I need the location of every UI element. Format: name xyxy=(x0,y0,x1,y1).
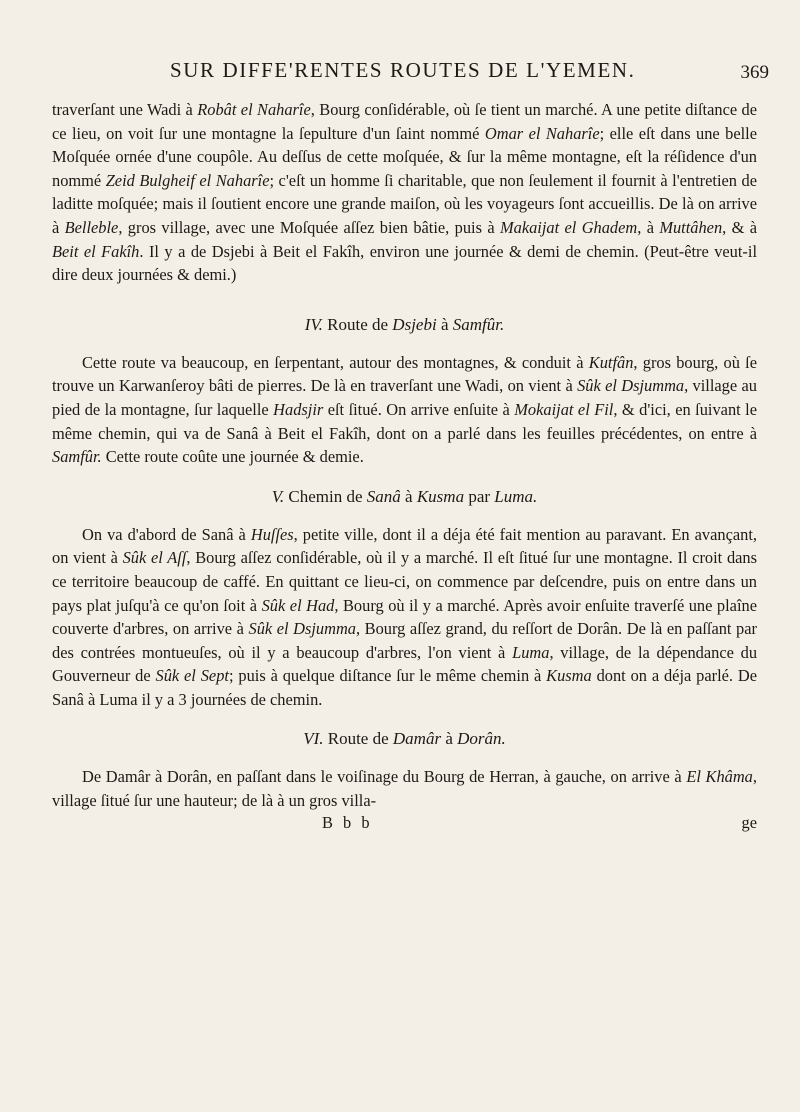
italic-text: V. xyxy=(271,486,285,506)
italic-text: Makaijat el Ghadem xyxy=(499,217,638,237)
italic-text: Beit el Fakîh xyxy=(52,241,140,261)
paragraph xyxy=(52,523,757,712)
catchword: ge xyxy=(741,812,757,832)
text-run: eſt ſitué. On arrive enſuite à xyxy=(323,399,515,419)
text-run: à xyxy=(441,729,458,749)
italic-text: Sûk el Had xyxy=(261,595,335,615)
text-run: , & à xyxy=(722,217,757,237)
running-title: SUR DIFFE'RENTES ROUTES DE L'YEMEN. xyxy=(170,58,636,82)
italic-text: IV. xyxy=(304,314,323,334)
text-run: traverſant une Wadi à xyxy=(52,100,198,119)
text-run: Cette route va beaucoup, en ſerpentant, autour des montagnes, & conduit à xyxy=(82,352,589,372)
text-run: Cette route coûte une journée & demie. xyxy=(101,447,364,467)
text-run: ; puis à quelque diſtance ſur le même chemin à xyxy=(228,666,547,686)
text-run: , à xyxy=(637,217,660,237)
text-run: par xyxy=(464,486,495,506)
paragraph xyxy=(52,98,757,287)
text-run: On va d'abord de Sanâ à xyxy=(82,524,251,544)
section-heading xyxy=(52,485,757,509)
text-run: , & d'ici, en ſuivant le même chemin, qui va de Sanâ à Beit el Fakîh, dont on a parlé dans les feuilles précédentes, on entre à xyxy=(52,399,758,443)
section-heading xyxy=(52,313,757,337)
page-header xyxy=(52,58,769,92)
text-run: , gros village, avec une Moſquée aſſez bien bâtie, puis à xyxy=(118,217,500,237)
signature-line xyxy=(52,813,757,837)
italic-text: Hadsjir xyxy=(273,399,324,419)
italic-text: Sûk el Sept xyxy=(155,666,229,686)
section-heading xyxy=(52,727,757,751)
italic-text: Luma. xyxy=(494,486,538,506)
italic-text: Huſſes xyxy=(250,524,294,544)
text-run: , Bourg aſſez grand, du reſſort de Dorân. De là en paſſant par des contrées montueuſes, où il y a beaucoup d'arbres, l'on vient à xyxy=(52,619,757,662)
italic-text: Luma xyxy=(512,642,550,662)
text-run: , gros bourg, où ſe trouve un Karwanſeroy bâti de pierres. De là en traverſant une Wadi, on vient à xyxy=(52,352,757,396)
italic-text: Dorân. xyxy=(457,729,506,749)
text-run: Route de xyxy=(322,314,393,334)
text-run: à xyxy=(400,486,417,506)
italic-text: Mokaijat el Fil xyxy=(514,399,614,419)
italic-text: Sûk el Dsjumma xyxy=(577,376,685,396)
signature-mark: B b b xyxy=(322,812,373,832)
text-run: Route de xyxy=(323,729,393,749)
italic-text: Dsjebi xyxy=(392,314,437,334)
text-run: , Bourg où il y a marché. Après avoir enſuite traverſé une plaîne couverte d'arbres, on arrive à xyxy=(52,595,757,639)
text-run: , Bourg aſſez conſidérable, où il y a marché. Il eſt ſitué ſur une montagne. Il croit dans ce territoire beaucoup de caffé. En quittant ce lieu-ci, on commence par deſcendre, puis on entre dans un pays plat juſqu'à ce qu'on ſoit à xyxy=(52,548,757,615)
paragraph xyxy=(52,351,757,469)
italic-text: Belleble xyxy=(64,217,119,237)
italic-text: Damâr xyxy=(392,729,442,749)
text-run: , petite ville, dont il a déja été fait mention au paravant. En avançant, on vient à xyxy=(52,524,757,568)
text-run: ; elle eſt dans une belle Moſquée ornée d'une coupôle. Au deſſus de cette moſquée, & ſur la même montagne, eſt la réſidence d'un nommé xyxy=(52,123,757,190)
page-body xyxy=(52,98,757,813)
italic-text: El Khâma xyxy=(686,767,753,787)
italic-text: Kusma xyxy=(546,666,592,686)
italic-text: Samfûr. xyxy=(52,447,102,467)
text-run: . Il y a de Dsjebi à Beit el Fakîh, environ une journée & demi de chemin. (Peut-être veut-il dire deux journées & demi.) xyxy=(52,241,758,285)
text-run: dont on a déja parlé. De Sanâ à Luma il y a 3 journées de chemin. xyxy=(52,666,757,709)
italic-text: Omar el Naharîe xyxy=(484,123,600,143)
italic-text: VI. xyxy=(303,729,324,749)
text-run: , village, de la dépendance du Gouverneur de xyxy=(52,642,758,686)
text-run: , Bourg conſidérable, où ſe tient un marché. A une petite diſtance de ce lieu, on voit ſur une montagne la ſepulture d'un ſaint nommé xyxy=(52,100,758,143)
italic-text: Sûk el Dsjumma xyxy=(248,619,356,639)
text-run: , village ſitué ſur une hauteur; de là à un gros villa- xyxy=(52,767,757,811)
italic-text: Samfûr. xyxy=(452,314,505,334)
italic-text: Kusma xyxy=(416,486,465,506)
italic-text: Kutfân xyxy=(588,352,634,372)
italic-text: Sûk el Aſſ xyxy=(122,548,187,568)
italic-text: Sanâ xyxy=(366,486,401,506)
text-run: Chemin de xyxy=(284,486,367,506)
text-run: à xyxy=(436,314,453,334)
text-run: ; c'eſt un homme ſi charitable, que non ſeulement il fournit à l'entretien de laditte moſquée; mais il ſoutient encore une grande maiſon, où les voyageurs ſont accueillis. De là on arrive à xyxy=(52,170,757,237)
paragraph xyxy=(52,765,757,812)
italic-text: Robât el Naharîe xyxy=(197,100,311,119)
italic-text: Muttâhen xyxy=(659,217,723,237)
text-run: De Damâr à Dorân, en paſſant dans le voiſinage du Bourg de Herran, à gauche, on arrive à xyxy=(82,767,687,787)
italic-text: Zeid Bulgheif el Naharîe xyxy=(105,170,270,190)
page-number: 369 xyxy=(740,62,769,83)
book-page xyxy=(52,58,769,837)
text-run: , village au pied de la montagne, ſur laquelle xyxy=(52,376,757,419)
